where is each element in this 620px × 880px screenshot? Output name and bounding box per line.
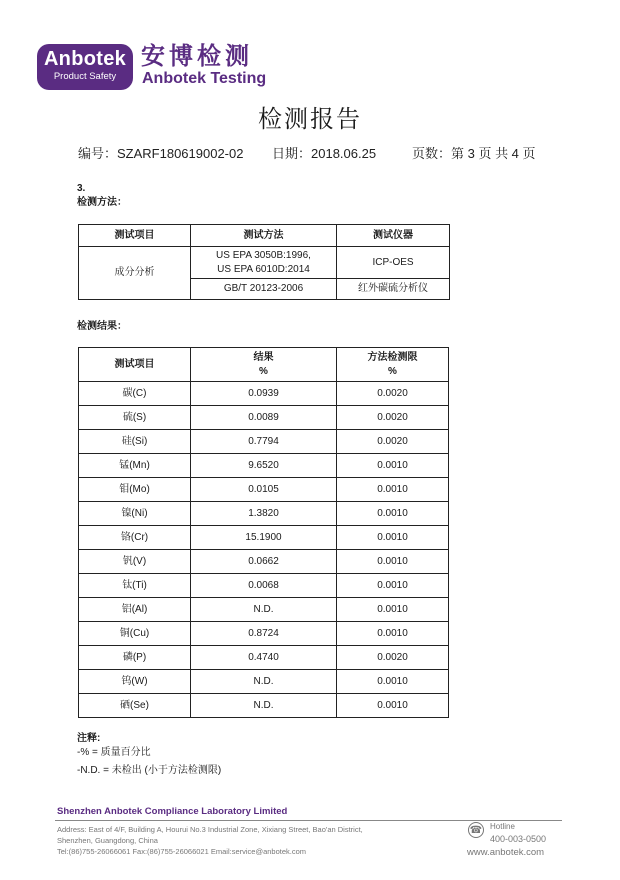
result-header-item: 测试项目 [114, 358, 155, 370]
result-item-cell: 铜(Cu) [119, 627, 150, 639]
result-item-cell: 锰(Mn) [119, 459, 150, 471]
result-value-cell: 0.0068 [248, 579, 279, 591]
result-mdl-cell: 0.0020 [377, 435, 408, 447]
result-mdl-cell: 0.0010 [377, 531, 408, 543]
report-number: 编号：SZARF180619002-02 [78, 146, 244, 161]
hotline-number: 400-003-0500 [490, 834, 547, 844]
report-date: 日期：2018.06.25 [272, 146, 377, 161]
result-value-cell: 0.0662 [248, 555, 279, 567]
result-item-cell: 镍(Ni) [121, 507, 148, 519]
result-mdl-cell: 0.0010 [377, 483, 408, 495]
method-item-cell: 成分分析 [114, 267, 155, 278]
method-cell: US EPA 3050B:1996, US EPA 6010D:2014 [216, 249, 311, 275]
result-value-cell: 0.0089 [248, 411, 279, 423]
result-value-cell: 0.4740 [248, 651, 279, 663]
result-header-result: 结果 % [253, 351, 274, 377]
result-value-cell: 0.8724 [248, 627, 279, 639]
logo-tagline: Product Safety [53, 71, 117, 82]
result-item-cell: 钒(V) [122, 555, 147, 567]
result-mdl-cell: 0.0020 [377, 651, 408, 663]
result-mdl-cell: 0.0020 [377, 387, 408, 399]
result-item-cell: 硫(S) [122, 411, 147, 423]
instrument-cell: 红外碳硫分析仪 [358, 283, 428, 294]
logo-en-name: Anbotek Testing [142, 70, 267, 87]
result-header-mdl: 方法检测限 % [367, 351, 418, 377]
website-link[interactable]: www.anbotek.com [467, 847, 545, 858]
hotline-label: Hotline [490, 822, 515, 831]
result-mdl-cell: 0.0010 [377, 579, 408, 591]
result-heading: 检测结果： [77, 321, 127, 332]
method-cell: GB/T 20123-2006 [223, 283, 304, 294]
footer-divider [55, 820, 562, 821]
anbotek-logo [37, 44, 133, 90]
footer-company: Shenzhen Anbotek Compliance Laboratory Limited [57, 806, 288, 817]
result-item-cell: 硅(Si) [121, 435, 148, 447]
result-item-cell: 钨(W) [121, 675, 148, 687]
footer-address-2: Shenzhen, Guangdong, China [57, 836, 158, 845]
method-header-item: 测试项目 [114, 229, 155, 241]
phone-icon: ☎ [468, 822, 484, 838]
result-table [78, 347, 449, 718]
result-mdl-cell: 0.0010 [377, 699, 408, 711]
result-value-cell: 9.6520 [248, 459, 279, 471]
section-number: 3. [77, 183, 86, 194]
result-item-cell: 钛(Ti) [122, 579, 147, 591]
footer-contacts: Tel:(86)755-26066061 Fax:(86)755-26066021 Email:service@anbotek.com [57, 847, 307, 856]
result-item-cell: 钼(Mo) [119, 483, 150, 495]
page-title: 检测报告 [258, 106, 362, 133]
result-value-cell: 1.3820 [248, 507, 279, 519]
result-item-cell: 铝(Al) [121, 603, 148, 615]
footer-address: Address: East of 4/F, Building A, Hourui No.3 Industrial Zone, Xixiang Street, Bao'an District, [57, 825, 363, 834]
result-value-cell: N.D. [253, 675, 274, 687]
result-value-cell: N.D. [253, 603, 274, 615]
result-mdl-cell: 0.0010 [377, 627, 408, 639]
result-value-cell: 0.0939 [248, 387, 279, 399]
result-value-cell: 0.0105 [248, 483, 279, 495]
result-mdl-cell: 0.0010 [377, 603, 408, 615]
method-header-method: 测试方法 [243, 229, 284, 241]
result-item-cell: 硒(Se) [120, 699, 149, 711]
result-value-cell: 0.7794 [248, 435, 279, 447]
result-mdl-cell: 0.0010 [377, 555, 408, 567]
result-item-cell: 碳(C) [122, 387, 147, 399]
result-item-cell: 铬(Cr) [120, 531, 149, 543]
notes-heading: 注释: [77, 733, 101, 744]
note-line: -N.D. = 未检出 (小于方法检测限) [77, 765, 222, 776]
result-value-cell: 15.1900 [245, 531, 282, 543]
logo-cn-name: 安博检测 [141, 43, 253, 70]
page-count: 页数：第 3 页 共 4 页 [412, 146, 536, 161]
method-table [78, 224, 450, 300]
result-mdl-cell: 0.0010 [377, 459, 408, 471]
result-item-cell: 磷(P) [122, 651, 147, 663]
instrument-cell: ICP-OES [372, 256, 414, 268]
method-heading: 检测方法： [77, 197, 127, 208]
note-line: -% = 质量百分比 [77, 747, 151, 758]
logo-brand: Anbotek [43, 48, 127, 70]
method-header-instrument: 测试仪器 [373, 229, 413, 241]
result-mdl-cell: 0.0010 [377, 675, 408, 687]
result-mdl-cell: 0.0020 [377, 411, 408, 423]
result-mdl-cell: 0.0010 [377, 507, 408, 519]
result-value-cell: N.D. [253, 699, 274, 711]
